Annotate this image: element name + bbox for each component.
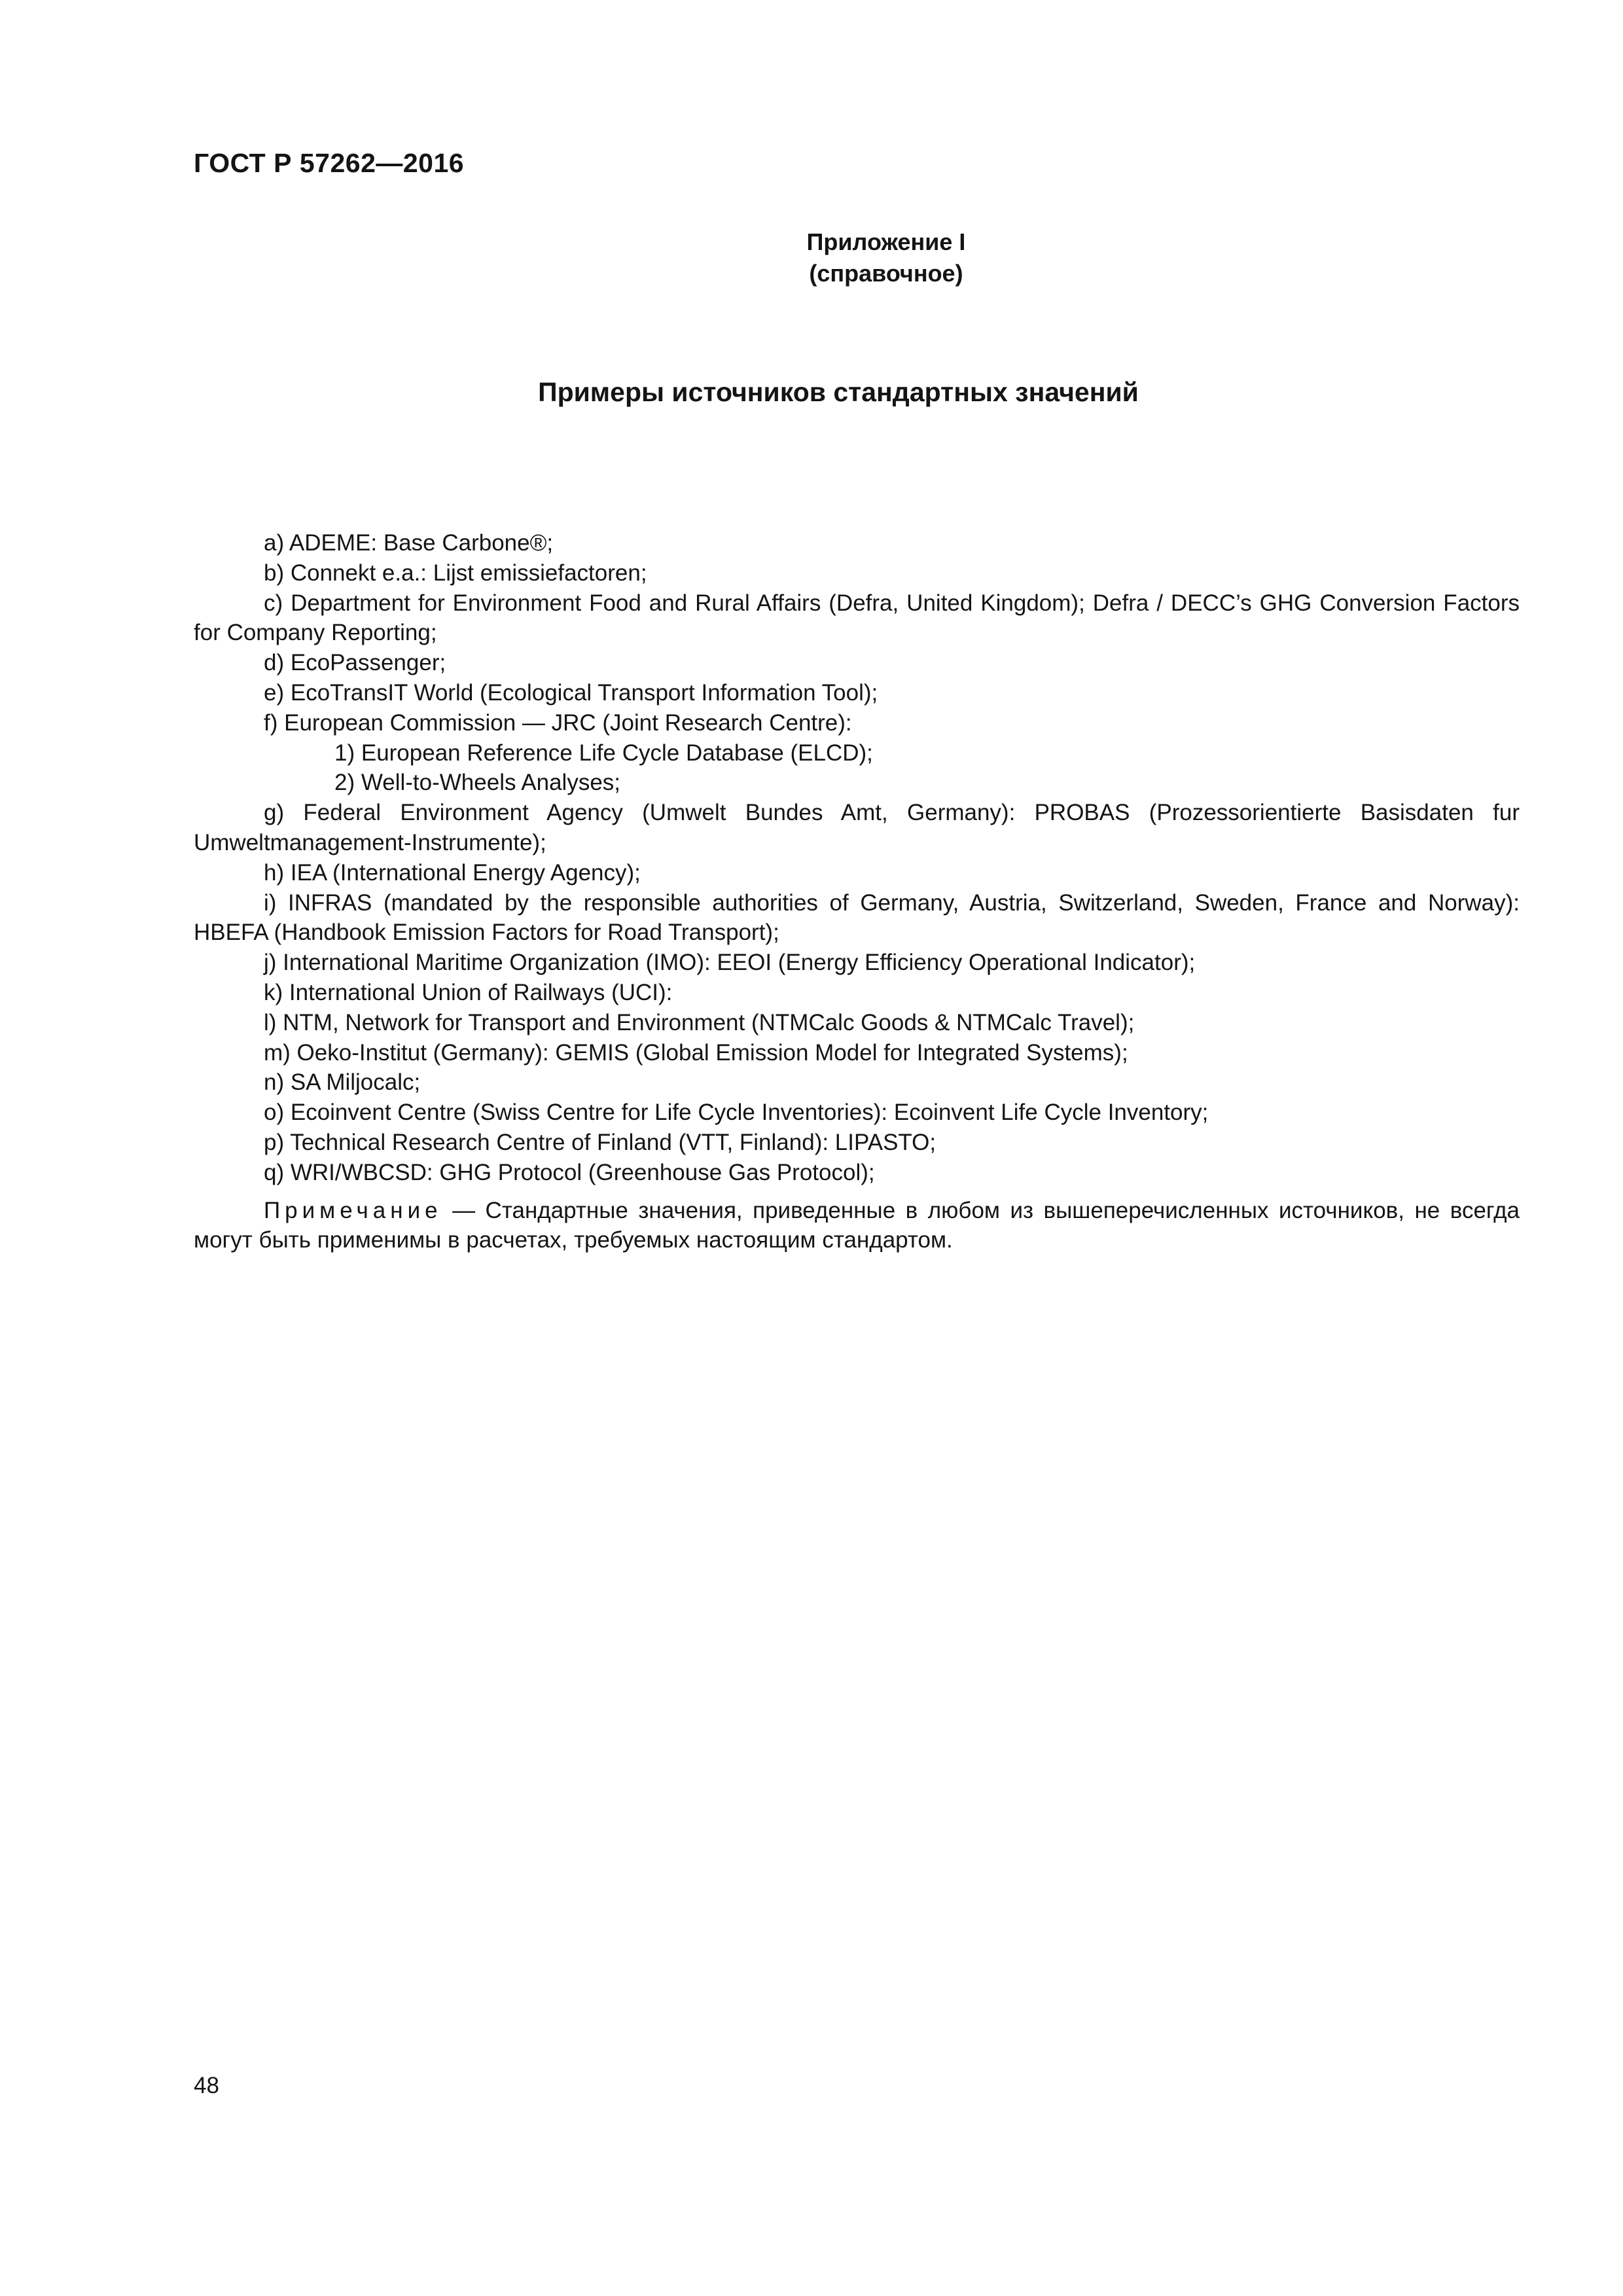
- appendix-kind: (справочное): [809, 260, 963, 287]
- list-item-k: k) International Union of Railways (UCI):: [264, 979, 673, 1005]
- list-item-j: j) International Maritime Organization (IMO): EEOI (Energy Efficiency Operational Indicator);: [264, 950, 1196, 976]
- list-item-f: f) European Commission — JRC (Joint Research Centre):: [264, 709, 852, 736]
- list-item-l: l) NTM, Network for Transport and Environment (NTMCalc Goods & NTMCalc Travel);: [264, 1009, 1135, 1035]
- sources-list: [194, 528, 1520, 1255]
- list-item-d: d) EcoPassenger;: [264, 650, 446, 676]
- list-item-q: q) WRI/WBCSD: GHG Protocol (Greenhouse Gas Protocol);: [264, 1159, 875, 1185]
- note-text: — Стандартные значения, приведенные в любом из вышеперечисленных источников, не всегда могут быть применимы в расчетах, требуемых настоящим стандартом.: [194, 1197, 1520, 1253]
- document-id: ГОСТ Р 57262—2016: [194, 148, 465, 178]
- page-number: 48: [194, 2073, 219, 2098]
- list-item-g: g) Federal Environment Agency (Umwelt Bundes Amt, Germany): PROBAS (Prozessorientierte Basisdaten fur Umweltmanagement-Instrumente);: [194, 800, 1520, 855]
- list-item-p: p) Technical Research Centre of Finland (VTT, Finland): LIPASTO;: [264, 1129, 936, 1155]
- list-item-c: c) Department for Environment Food and Rural Affairs (Defra, United Kingdom); Defra / DECC’s GHG Conversion Factors for Company Reporting;: [194, 590, 1520, 646]
- list-item-b: b) Connekt e.a.: Lijst emissiefactoren;: [264, 560, 647, 586]
- note-label: Примечание: [264, 1197, 442, 1223]
- appendix-title: Примеры источников стандартных значений: [538, 377, 1139, 407]
- appendix-heading: [0, 226, 1623, 289]
- list-subitem-f2: 2) Well-to-Wheels Analyses;: [334, 770, 621, 796]
- list-item-n: n) SA Miljocalc;: [264, 1069, 421, 1096]
- appendix-label: Приложение I: [806, 228, 966, 255]
- list-item-i: i) INFRAS (mandated by the responsible authorities of Germany, Austria, Switzerland, Sweden, France and Norway): HBEFA (Handbook Emission Factors for Road Transport);: [194, 889, 1520, 946]
- list-item-h: h) IEA (International Energy Agency);: [264, 859, 641, 886]
- list-subitem-f1: 1) European Reference Life Cycle Database (ELCD);: [334, 740, 873, 766]
- list-item-o: o) Ecoinvent Centre (Swiss Centre for Life Cycle Inventories): Ecoinvent Life Cycle Inventory;: [264, 1100, 1209, 1126]
- list-item-m: m) Oeko-Institut (Germany): GEMIS (Global Emission Model for Integrated Systems);: [264, 1039, 1128, 1066]
- list-item-a: a) ADEME: Base Carbone®;: [264, 530, 554, 556]
- list-item-e: e) EcoTransIT World (Ecological Transport Information Tool);: [264, 679, 878, 706]
- note-paragraph: [194, 1196, 1520, 1256]
